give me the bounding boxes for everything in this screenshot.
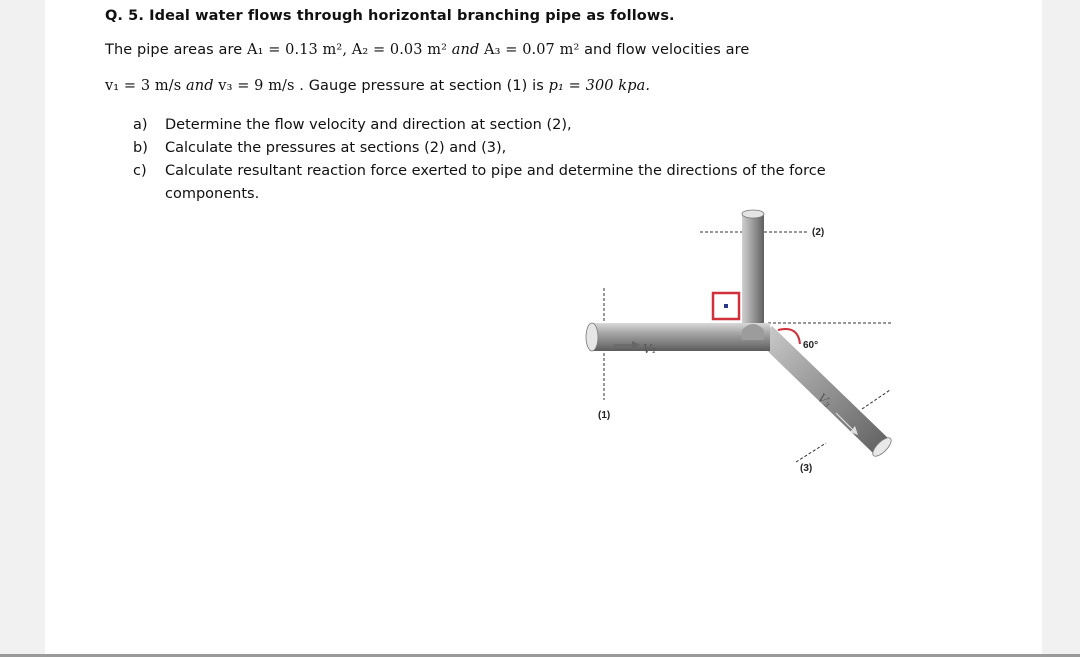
pressure-p1: p₁ = 300 kpa. xyxy=(548,78,651,94)
areas-and: and xyxy=(447,42,485,58)
right-angle-marker xyxy=(713,293,739,319)
horizontal-pipe xyxy=(586,323,770,351)
v3-label: V₃ xyxy=(814,390,835,411)
section-2-label: (2) xyxy=(812,227,825,238)
velocity-v3: v₃ = 9 m/s xyxy=(218,78,295,94)
vertical-pipe xyxy=(742,210,764,336)
area-a3: A₃ = 0.07 m² xyxy=(484,42,580,58)
task-text: Calculate resultant reaction force exerted to pipe and determine the directions of the force components. xyxy=(165,163,826,202)
areas-prefix: The pipe areas are xyxy=(105,42,243,58)
areas-suffix: and flow velocities are xyxy=(579,42,750,58)
task-text: Calculate the pressures at sections (2) and (3), xyxy=(165,140,507,156)
section-1-label: (1) xyxy=(598,410,611,421)
section-3-label: (3) xyxy=(800,463,813,474)
velocities-and: and xyxy=(181,78,219,94)
angle-label: 60° xyxy=(803,340,819,351)
question-title: Q. 5. Ideal water flows through horizontal branching pipe as follows. xyxy=(105,8,675,24)
area-a2: A₂ = 0.03 m² xyxy=(351,42,448,58)
v1-label: V₁ xyxy=(643,342,657,356)
task-text: Determine the flow velocity and direction at section (2), xyxy=(165,117,572,133)
task-label: a) xyxy=(133,117,148,133)
task-label: c) xyxy=(133,163,147,179)
pressure-intro: . Gauge pressure at section (1) is xyxy=(294,78,549,94)
area-a1: A₁ = 0.13 m², xyxy=(247,42,352,58)
task-label: b) xyxy=(133,140,148,156)
velocity-v1: v₁ = 3 m/s xyxy=(105,78,182,94)
